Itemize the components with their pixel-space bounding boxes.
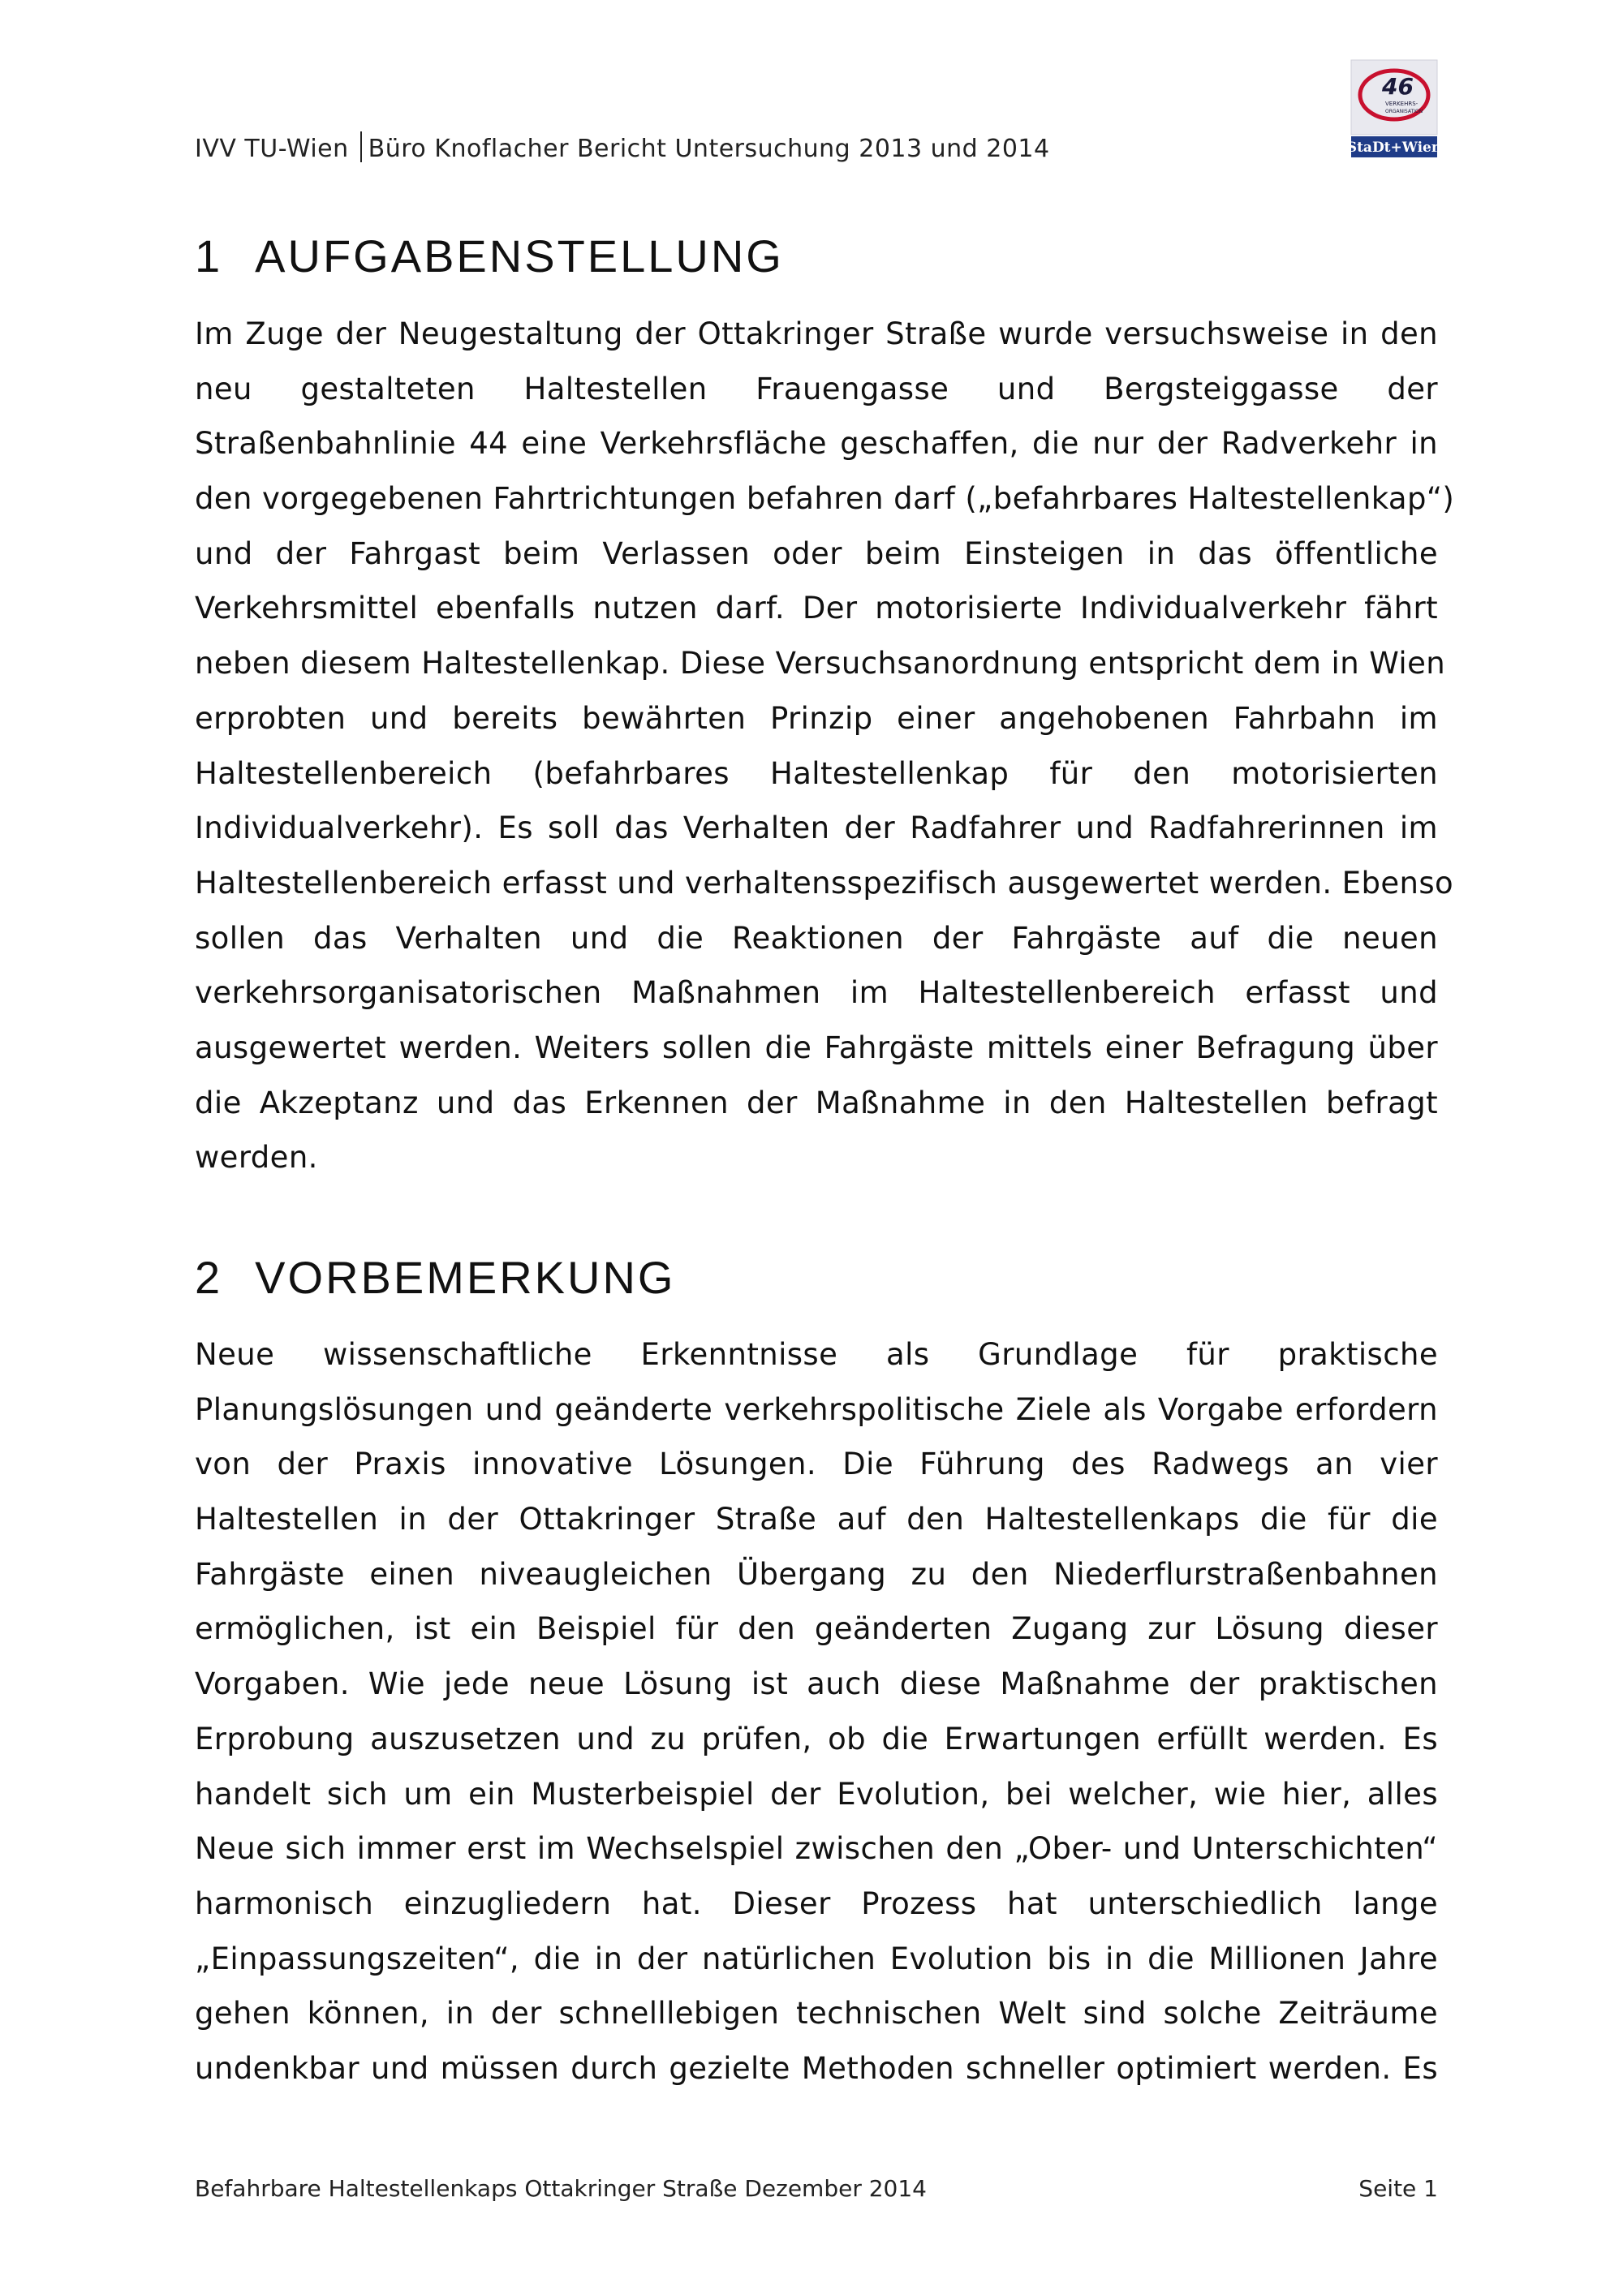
text-line: undenkbar und müssen durch gezielte Methoden schneller optimiert werden. Es xyxy=(195,2050,1438,2086)
text-line: neben diesem Haltestellenkap. Diese Versuchsanordnung entspricht dem in Wien xyxy=(195,646,1446,681)
header-institute: IVV TU-Wien xyxy=(195,135,349,163)
section-1-heading xyxy=(195,232,784,281)
text-line: den vorgegebenen Fahrtrichtungen befahren darf („befahrbares Haltestellenkap“) xyxy=(195,481,1455,517)
text-line: verkehrsorganisatorischen Maßnahmen im Haltestellenbereich erfasst und xyxy=(195,975,1438,1011)
text-line: Straßenbahnlinie 44 eine Verkehrsfläche geschaffen, die nur der Radverkehr in xyxy=(195,426,1438,462)
header-separator xyxy=(360,131,362,162)
text-line: Fahrgäste einen niveaugleichen Übergang zu den Niederflurstraßenbahnen xyxy=(195,1556,1438,1592)
text-line: Haltestellenbereich erfasst und verhaltensspezifisch ausgewertet werden. Ebenso xyxy=(195,865,1454,901)
text-line: Planungslösungen und geänderte verkehrspolitische Ziele als Vorgabe erfordern xyxy=(195,1391,1438,1427)
logo-number: 46 xyxy=(1382,73,1414,100)
text-line: Haltestellenbereich (befahrbares Haltestellenkap für den motorisierten xyxy=(195,755,1438,791)
page-header xyxy=(195,131,1050,166)
page-footer xyxy=(195,2174,1438,2204)
text-line: Vorgaben. Wie jede neue Lösung ist auch diese Maßnahme der praktischen xyxy=(195,1666,1438,1702)
text-line: Im Zuge der Neugestaltung der Ottakringer Straße wurde versuchsweise in den xyxy=(195,316,1438,351)
section-2-title: VORBEMERKUNG xyxy=(255,1252,676,1303)
section-1-title: AUFGABENSTELLUNG xyxy=(255,230,784,282)
logo-tagline-2: ORGANISATION xyxy=(1385,109,1423,114)
logo xyxy=(1350,58,1439,159)
page-number: Seite 1 xyxy=(1358,2175,1438,2202)
text-line: Neue sich immer erst im Wechselspiel zwischen den „Ober- und Unterschichten“ xyxy=(195,1831,1438,1867)
section-2-number: 2 xyxy=(195,1252,223,1303)
text-line: und der Fahrgast beim Verlassen oder beim Einsteigen in das öffentliche xyxy=(195,535,1438,571)
logo-graphic xyxy=(1350,58,1439,159)
section-1-paragraph xyxy=(195,307,1455,1185)
text-line: neu gestalteten Haltestellen Frauengasse und Bergsteiggasse der xyxy=(195,371,1438,406)
text-line: sollen das Verhalten und die Reaktionen der Fahrgäste auf die neuen xyxy=(195,920,1438,956)
section-2-heading xyxy=(195,1253,675,1302)
text-line: Neue wissenschaftliche Erkenntnisse als Grundlage für praktische xyxy=(195,1337,1438,1372)
logo-tagline-1: VERKEHRS- xyxy=(1385,101,1419,107)
section-1-number: 1 xyxy=(195,230,223,282)
section-2-paragraph xyxy=(195,1327,1438,2096)
text-line: harmonisch einzugliedern hat. Dieser Prozess hat unterschiedlich lange xyxy=(195,1885,1438,1921)
text-line: handelt sich um ein Musterbeispiel der Evolution, bei welcher, wie hier, alles xyxy=(195,1776,1438,1812)
text-line: erprobten und bereits bewährten Prinzip einer angehobenen Fahrbahn im xyxy=(195,700,1438,736)
text-line: Individualverkehr). Es soll das Verhalten der Radfahrer und Radfahrerinnen im xyxy=(195,810,1438,846)
text-line: die Akzeptanz und das Erkennen der Maßnahme in den Haltestellen befragt xyxy=(195,1085,1438,1120)
logo-city: StaDt+Wien xyxy=(1350,140,1439,156)
text-line: ermöglichen, ist ein Beispiel für den geänderten Zugang zur Lösung dieser xyxy=(195,1611,1438,1647)
text-line: Verkehrsmittel ebenfalls nutzen darf. Der motorisierte Individualverkehr fährt xyxy=(195,591,1438,626)
header-report-title: Büro Knoflacher Bericht Untersuchung 2013 und 2014 xyxy=(368,135,1050,163)
text-line: „Einpassungszeiten“, die in der natürlichen Evolution bis in die Millionen Jahre xyxy=(195,1941,1438,1976)
text-line: Haltestellen in der Ottakringer Straße auf den Haltestellenkaps die für die xyxy=(195,1502,1438,1537)
text-line: gehen können, in der schnelllebigen technischen Welt sind solche Zeiträume xyxy=(195,1996,1438,2032)
text-line: werden. xyxy=(195,1140,318,1176)
text-line: ausgewertet werden. Weiters sollen die Fahrgäste mittels einer Befragung über xyxy=(195,1030,1438,1065)
text-line: Erprobung auszusetzen und zu prüfen, ob die Erwartungen erfüllt werden. Es xyxy=(195,1721,1438,1756)
text-line: von der Praxis innovative Lösungen. Die Führung des Radwegs an vier xyxy=(195,1447,1438,1482)
footer-document-title: Befahrbare Haltestellenkaps Ottakringer Straße Dezember 2014 xyxy=(195,2175,927,2202)
